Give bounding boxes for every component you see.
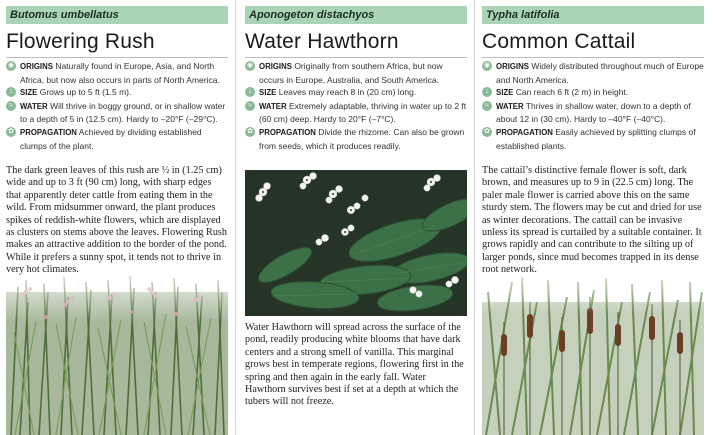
fact-label: WATER	[496, 101, 524, 111]
water-hawthorn-photo	[245, 170, 467, 316]
latin-name: Typha latifolia	[482, 6, 704, 24]
fact-label: ORIGINS	[259, 62, 292, 71]
fact-list	[6, 60, 228, 152]
column-divider	[474, 0, 475, 435]
fact-text: Widely distributed throughout much of Europe and North America.	[496, 61, 704, 85]
fact-label: ORIGINS	[496, 62, 529, 71]
flowering-rush-photo	[6, 262, 228, 435]
fact-size	[482, 86, 704, 100]
fact-text: Grows up to 5 ft (1.5 m).	[39, 87, 132, 98]
globe-icon: ◉	[483, 62, 491, 69]
divider	[482, 57, 704, 58]
fact-size	[245, 86, 467, 100]
fact-text: Divide the rhizome. Can also be grown from seeds, which it produces readily.	[259, 126, 465, 151]
divider	[245, 57, 467, 58]
water-drop-icon: ≈	[6, 101, 16, 111]
fact-label: PROPAGATION	[496, 127, 553, 137]
fact-text: Naturally found in Europe, Asia, and North Africa, but now also occurs in parts of North America.	[20, 61, 220, 85]
fact-text: Will thrive in boggy ground, or in shallow water to a depth of 5 in (12.5 cm). Hardy to –20°F (–29°C).	[20, 100, 226, 125]
plant-entry-water-hawthorn	[245, 0, 467, 435]
water-drop-icon: ≈	[245, 101, 255, 111]
divider	[6, 57, 228, 58]
plant-title: Water Hawthorn	[245, 30, 399, 53]
fact-label: SIZE	[20, 88, 38, 98]
fact-text: Extremely adaptable, thriving in water up to 2 ft (60 cm) deep. Hardy to 20°F (–7°C).	[259, 100, 467, 125]
fact-list	[482, 60, 704, 152]
fact-label: PROPAGATION	[20, 127, 77, 137]
fact-label: PROPAGATION	[259, 127, 316, 137]
fact-text: Leaves may reach 8 in (20 cm) long.	[278, 87, 417, 98]
fact-propagation	[245, 126, 467, 152]
water-drop-icon: ≈	[482, 101, 492, 111]
fact-water	[6, 100, 228, 126]
cattail-photo	[482, 262, 704, 435]
leaf-icon: ✿	[6, 127, 16, 137]
fact-label: SIZE	[259, 88, 277, 98]
fact-text: Can reach 6 ft (2 m) in height.	[515, 87, 629, 98]
latin-name: Butomus umbellatus	[6, 6, 228, 24]
description: Water Hawthorn will spread across the surface of the pond, readily producing white blooms that have dark centers and a strong smell of vanilla. This marginal grows best in temperate regions, flowering first in the spring and then again in the early fall. Water Hawthorn survives best if set at a depth at which the tubers will not freeze.	[245, 322, 464, 408]
globe-icon: ◉	[246, 62, 254, 69]
fact-label: WATER	[20, 101, 48, 111]
description: The cattail’s distinctive female flower is soft, dark brown, and measures up to 9 in (22.5 cm) long. The paler male flower is carried above this on the same sturdy stem. The flowers may be cut and dried for use as winter decorations. The cattail can be invasive unless its spread is curtailed by a suitable container. It grows rapidly and can contribute to the silting up of larger ponds, since mud becomes trapped in its dense root network.	[482, 165, 702, 276]
description: The dark green leaves of this rush are ½ in (1.25 cm) wide and up to 3 ft (90 cm) long, with sharp edges that apparently deter cattle from eating them in the wild. From midsummer onward, the plant produces spikes of reddish-white flowers, which are displayed as clusters on stems above the leaves. Flowering Rush makes an attractive addition to the border of the pond. While it prefers a sunny spot, it tends not to thrive in very hot climates.	[6, 165, 227, 276]
fact-text: Originally from southern Africa, but now occurs in Europe, Australia, and South America.	[259, 61, 443, 85]
fact-water	[245, 100, 467, 126]
leaf-icon: ✿	[482, 127, 492, 137]
column-divider	[235, 0, 236, 435]
fact-propagation	[6, 126, 228, 152]
fact-label: SIZE	[496, 88, 514, 98]
globe-icon: ◉	[7, 62, 15, 69]
latin-name: Aponogeton distachyos	[245, 6, 467, 24]
fact-label: WATER	[259, 101, 287, 111]
ruler-icon: ↕	[245, 87, 255, 97]
fact-origins	[6, 60, 228, 86]
fact-size	[6, 86, 228, 100]
fact-text: Thrives in shallow water, down to a depth of about 12 in (30 cm). Hardy to –40°F (–40°C).	[496, 100, 691, 125]
fact-origins	[482, 60, 704, 86]
plant-title: Common Cattail	[482, 30, 636, 53]
fact-water	[482, 100, 704, 126]
plant-entry-common-cattail	[482, 0, 704, 435]
fact-origins	[245, 60, 467, 86]
ruler-icon: ↕	[6, 87, 16, 97]
fact-list	[245, 60, 467, 152]
fact-propagation	[482, 126, 704, 152]
plant-title: Flowering Rush	[6, 30, 155, 53]
plant-entry-flowering-rush	[6, 0, 228, 435]
leaf-icon: ✿	[245, 127, 255, 137]
fact-text: Easily achieved by splitting clumps of established plants.	[496, 126, 696, 151]
fact-text: Achieved by dividing established clumps of the plant.	[20, 126, 202, 151]
fact-label: ORIGINS	[20, 62, 53, 71]
ruler-icon: ↕	[482, 87, 492, 97]
